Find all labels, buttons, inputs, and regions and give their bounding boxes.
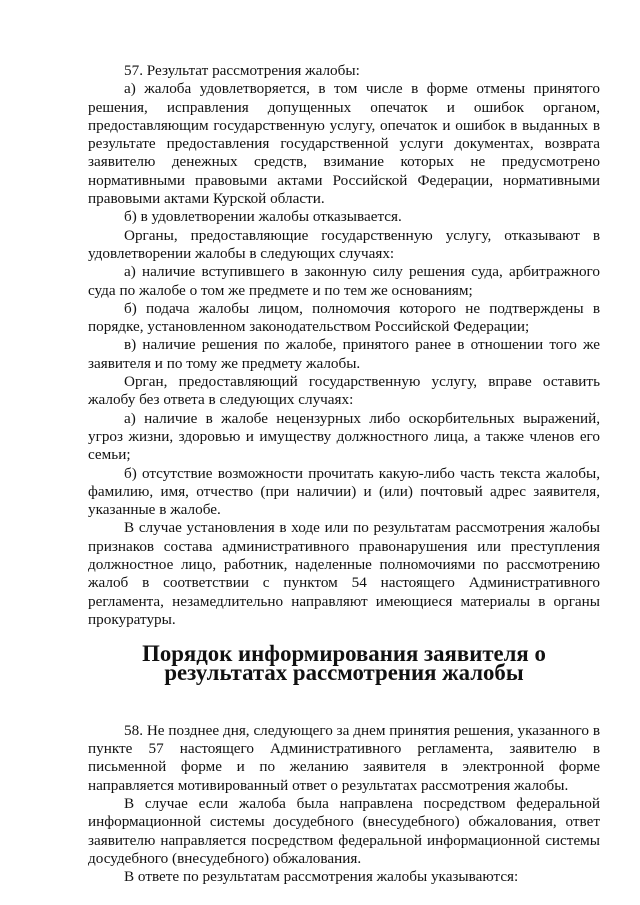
paragraph-58-federal-system: В случае если жалоба была направлена посредством федеральной информационной системы досудебного (внесудебного) обжалования, ответ заявителю направляется посредством федеральной информационной системы досудебного (внесудебного) обжалования. — [88, 794, 600, 867]
paragraph-57-a: а) жалоба удовлетворяется, в том числе в форме отмены принятого решения, исправления допущенных опечаток и ошибок органом, предоставляющим государственную услугу, опечаток и ошибок в выданных в результате предоставления государственной услуги документах, возврата заявителю денежных средств, взимание которых не предусмотрено нормативными правовыми актами Российской Федерации, нормативными правовыми актами Курской области. — [88, 80, 600, 208]
paragraph-refusal-a: а) наличие вступившего в законную силу решения суда, арбитражного суда по жалобе о том же предмете и по тем же основаниям; — [88, 263, 600, 299]
paragraph-no-answer-intro: Орган, предоставляющий государственную услугу, вправе оставить жалобу без ответа в следующих случаях: — [88, 373, 600, 409]
paragraph-57-b: б) в удовлетворении жалобы отказывается. — [124, 208, 402, 226]
section-heading: Порядок информирования заявителя о результатах рассмотрения жалобы — [142, 641, 546, 685]
paragraph-refusal-intro: Органы, предоставляющие государственную услугу, отказывают в удовлетворении жалобы в следующих случаях: — [88, 226, 600, 262]
paragraph-refusal-c: в) наличие решения по жалобе, принятого ранее в отношении того же заявителя и по тому же предмету жалобы. — [88, 336, 600, 372]
spacer — [88, 682, 600, 722]
paragraph-58-answer-contents: В ответе по результатам рассмотрения жалобы указываются: — [124, 868, 519, 886]
document-page — [88, 62, 600, 886]
paragraph-no-answer-a: а) наличие в жалобе нецензурных либо оскорбительных выражений, угроз жизни, здоровью и имуществу должностного лица, а также членов его семьи; — [88, 409, 600, 464]
paragraph-no-answer-b: б) отсутствие возможности прочитать какую-либо часть текста жалобы, фамилию, имя, отчество (при наличии) и (или) почтовый адрес заявителя, указанные в жалобе. — [88, 464, 600, 519]
paragraph-prosecution: В случае установления в ходе или по результатам рассмотрения жалобы признаков состава административного правонарушения или преступления должностное лицо, работник, наделенные полномочиями по рассмотрению жалоб в соответствии с пунктом 54 настоящего Административного регламента, незамедлительно направляют имеющиеся материалы в органы прокуратуры. — [88, 519, 600, 628]
paragraph-57-title: 57. Результат рассмотрения жалобы: — [124, 62, 360, 79]
paragraph-refusal-b: б) подача жалобы лицом, полномочия которого не подтверждены в порядке, установленном законодательством Российской Федерации; — [88, 299, 600, 336]
paragraph-58: 58. Не позднее дня, следующего за днем принятия решения, указанного в пункте 57 настоящего Административного регламента, заявителю в письменной форме и по желанию заявителя в электронной форме направляется мотивированный ответ о результатах рассмотрения жалобы. — [88, 721, 600, 794]
